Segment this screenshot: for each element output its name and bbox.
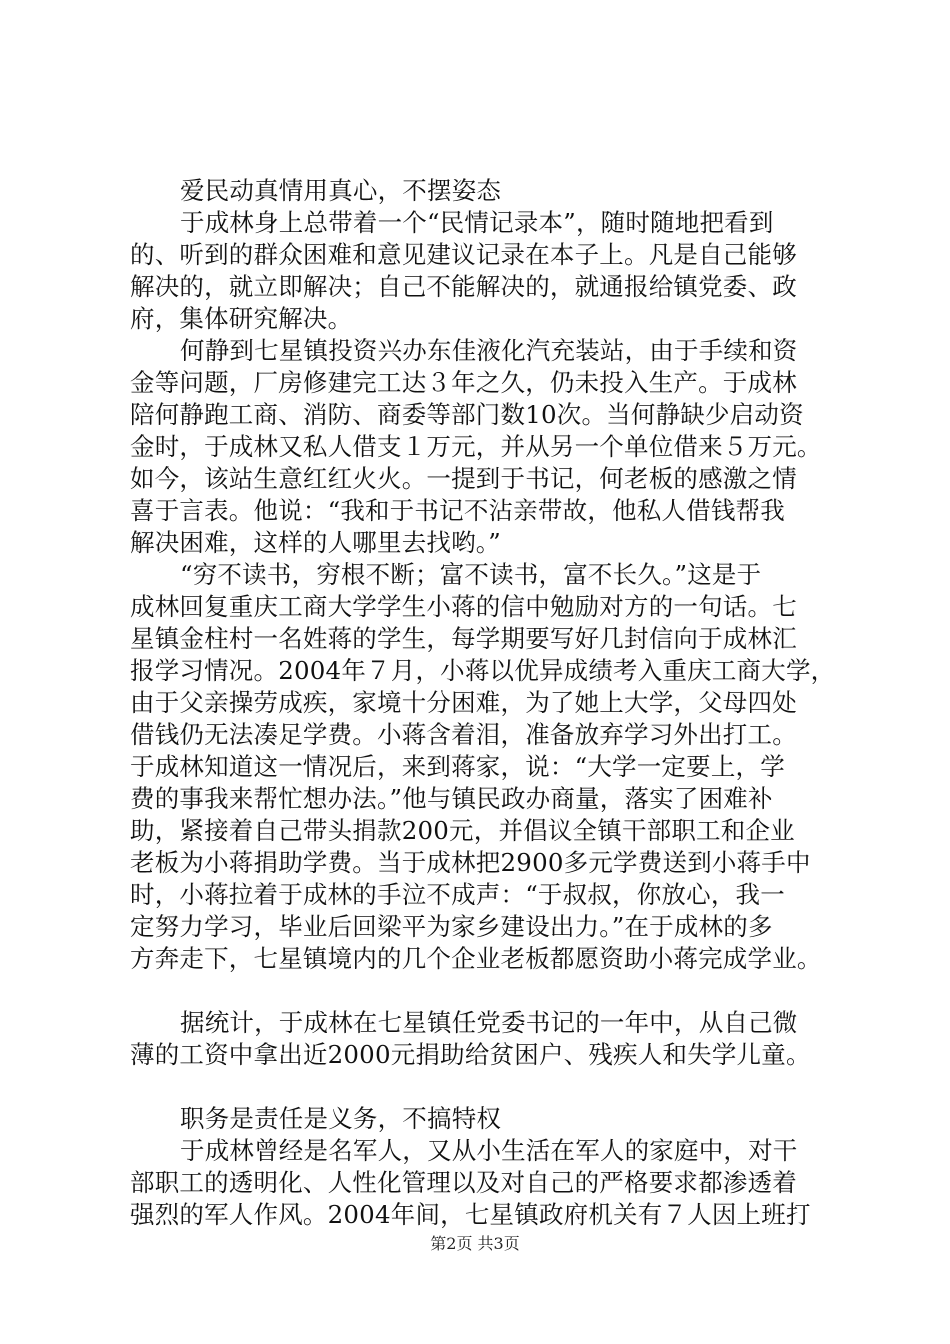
- text-line: 解决的，就立即解决；自己不能解决的，就通报给镇党委、政: [130, 272, 797, 301]
- text-line: 借钱仍无法凑足学费。小蒋含着泪，准备放弃学习外出打工。: [130, 720, 797, 749]
- text-line: 部职工的透明化、人性化管理以及对自己的严格要求都渗透着: [130, 1168, 797, 1197]
- text-line: 何静到七星镇投资兴办东佳液化汽充装站，由于手续和资: [180, 336, 798, 365]
- text-line: 职务是责任是义务，不搞特权: [180, 1104, 502, 1133]
- page-footer: 第2页 共3页: [430, 1234, 520, 1253]
- text-line: 喜于言表。他说：“我和于书记不沾亲带故，他私人借钱帮我: [130, 496, 785, 525]
- text-line: 金等问题，厂房修建完工达３年之久，仍未投入生产。于成林: [130, 368, 797, 397]
- text-line: “穷不读书，穷根不断；富不读书，富不长久。”这是于: [180, 560, 762, 589]
- text-line: 由于父亲操劳成疾，家境十分困难，为了她上大学，父母四处: [130, 688, 797, 717]
- text-line: 定努力学习，毕业后回梁平为家乡建设出力。”在于成林的多: [130, 912, 773, 941]
- text-line: 陪何静跑工商、消防、商委等部门数10次。当何静缺少启动资: [130, 400, 804, 429]
- text-line: 薄的工资中拿出近2000元捐助给贫困户、残疾人和失学儿童。: [130, 1040, 811, 1069]
- text-line: 费的事我来帮忙想办法。”他与镇民政办商量，落实了困难补: [130, 784, 773, 813]
- text-line: 报学习情况。2004年７月，小蒋以优异成绩考入重庆工商大学，: [130, 656, 836, 685]
- text-line: 强烈的军人作风。2004年间，七星镇政府机关有７人因上班打: [130, 1200, 811, 1229]
- text-line: 老板为小蒋捐助学费。当于成林把2900多元学费送到小蒋手中: [130, 848, 811, 877]
- text-line: 解决困难，这样的人哪里去找哟。”: [130, 528, 501, 557]
- text-line: 时，小蒋拉着于成林的手泣不成声：“于叔叔，你放心，我一: [130, 880, 785, 909]
- text-line: 助，紧接着自己带头捐款200元，并倡议全镇干部职工和企业: [130, 816, 795, 845]
- text-line: 于成林身上总带着一个“民情记录本”，随时随地把看到: [180, 208, 774, 237]
- text-line: 爱民动真情用真心，不摆姿态: [180, 176, 502, 205]
- text-line: 成林回复重庆工商大学学生小蒋的信中勉励对方的一句话。七: [130, 592, 797, 621]
- text-line: 星镇金柱村一名姓蒋的学生，每学期要写好几封信向于成林汇: [130, 624, 797, 653]
- text-line: 金时，于成林又私人借支１万元，并从另一个单位借来５万元。: [130, 432, 822, 461]
- text-line: 的、听到的群众困难和意见建议记录在本子上。凡是自己能够: [130, 240, 797, 269]
- text-line: 府，集体研究解决。: [130, 304, 353, 333]
- text-line: 如今，该站生意红红火火。一提到于书记，何老板的感激之情: [130, 464, 797, 493]
- text-line: 于成林知道这一情况后，来到蒋家，说：“大学一定要上，学: [130, 752, 785, 781]
- text-line: 据统计，于成林在七星镇任党委书记的一年中，从自己微: [180, 1008, 798, 1037]
- text-line: 于成林曾经是名军人，又从小生活在军人的家庭中，对干: [180, 1136, 798, 1165]
- text-line: 方奔走下，七星镇境内的几个企业老板都愿资助小蒋完成学业。: [130, 944, 822, 973]
